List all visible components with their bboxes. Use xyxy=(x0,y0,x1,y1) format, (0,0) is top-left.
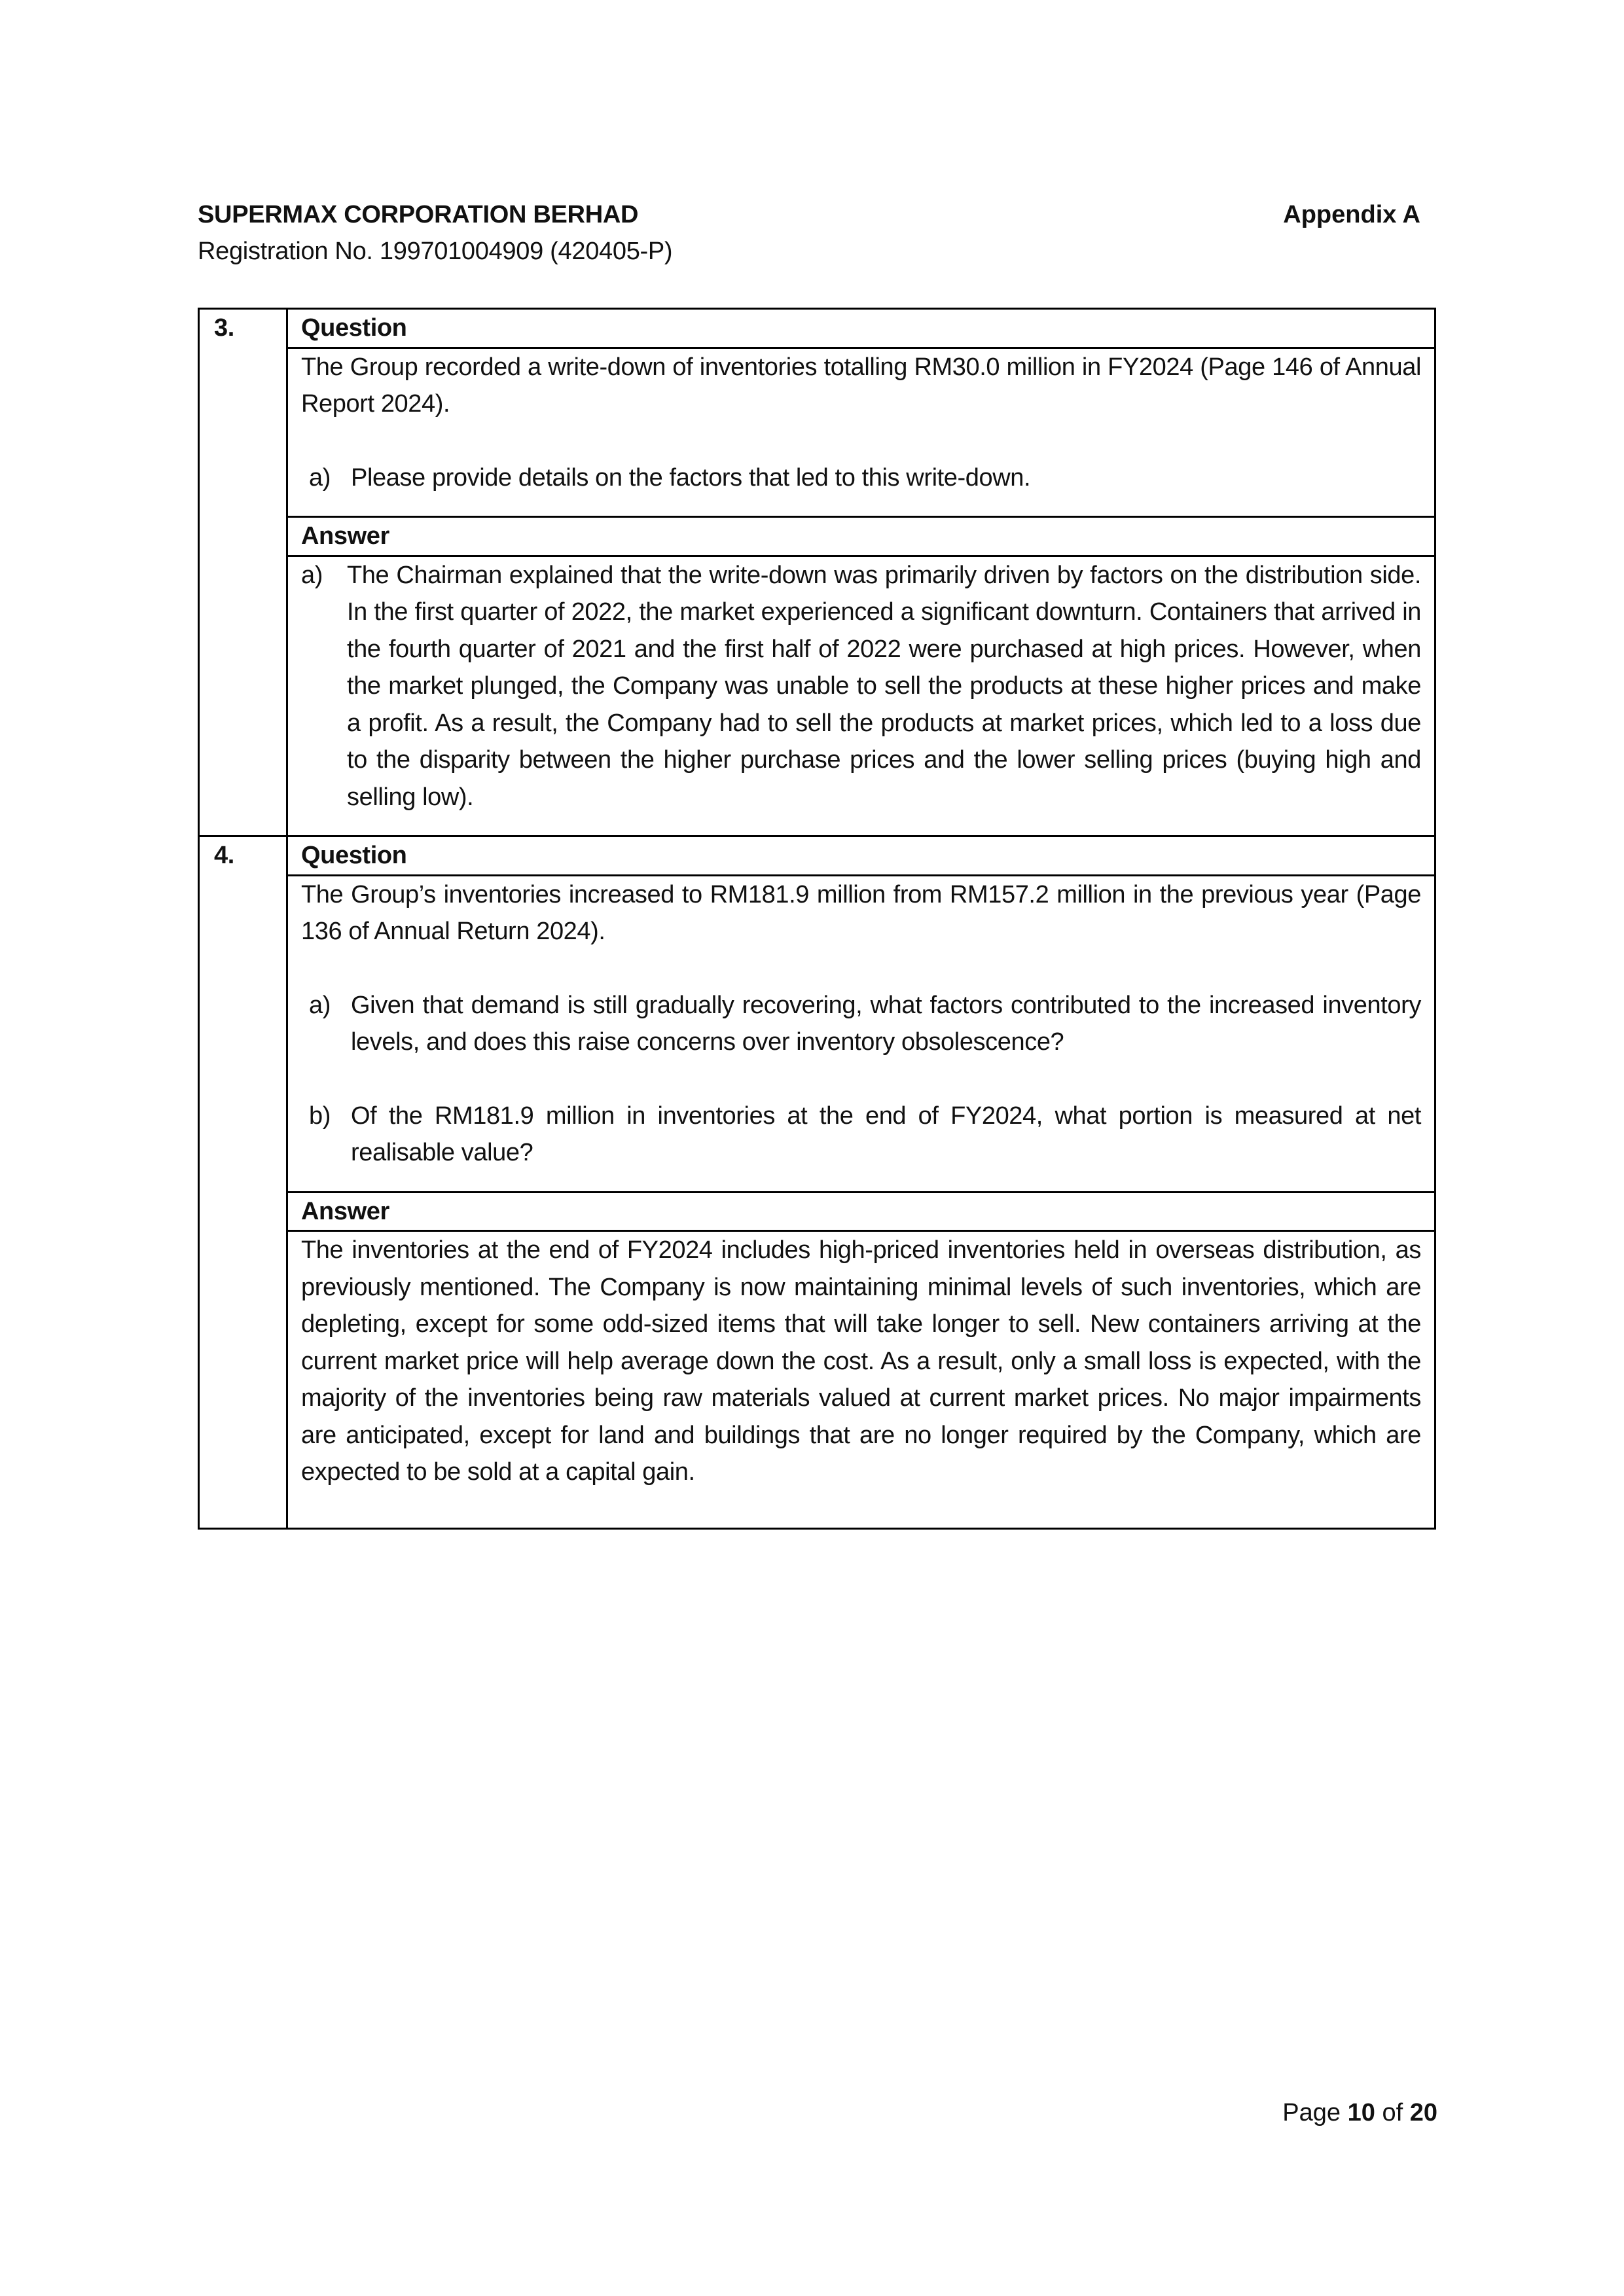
question-label-cell xyxy=(287,309,1435,348)
sub-question xyxy=(301,987,1421,1061)
page-current: 10 xyxy=(1347,2099,1375,2126)
company-name: SUPERMAX CORPORATION BERHAD xyxy=(198,201,639,228)
page-total: 20 xyxy=(1409,2099,1437,2126)
question-text: The Group recorded a write-down of inventories totalling RM30.0 million in FY2024 (Page 146 of Annual Report 2024). xyxy=(301,353,1421,418)
sub-question xyxy=(301,1098,1421,1172)
sub-question xyxy=(301,459,1421,497)
question-label-cell xyxy=(287,836,1435,876)
table-row xyxy=(199,309,1435,348)
table-row xyxy=(199,875,1435,1192)
question-cell xyxy=(287,348,1435,517)
answer-label-cell xyxy=(287,1192,1435,1231)
answer-text: The inventories at the end of FY2024 includes high-priced inventories held in overseas distribution, as previously mentioned. The Company is now maintaining minimal levels of such inventories, which are depleting, except for some odd-sized items that will take longer to sell. New containers arriving at the current market price will help average down the cost. As a result, only a small loss is expected, with the majority of the inventories being raw materials valued at current market prices. No major impairments are anticipated, except for land and buildings that are no longer required by the Company, which are expected to be sold at a capital gain. xyxy=(301,1236,1421,1486)
sub-question-marker: b) xyxy=(309,1102,331,1130)
answer-cell xyxy=(287,1231,1435,1529)
table-row xyxy=(199,1231,1435,1529)
table-row xyxy=(199,836,1435,876)
page-footer xyxy=(1282,2094,1437,2131)
qa-table xyxy=(198,308,1436,1530)
appendix-label: Appendix A xyxy=(1283,201,1420,228)
answer-cell xyxy=(287,556,1435,836)
question-label: Question xyxy=(301,314,407,342)
page-header xyxy=(198,196,1420,270)
sub-question-text: Of the RM181.9 million in inventories at the end of FY2024, what portion is measured at net realisable value? xyxy=(351,1102,1421,1166)
sub-question-marker: a) xyxy=(309,463,331,492)
page-prefix: Page xyxy=(1282,2099,1341,2126)
answer-label-cell xyxy=(287,517,1435,556)
answer-item xyxy=(301,557,1421,816)
question-label: Question xyxy=(301,842,407,869)
page-of: of xyxy=(1382,2099,1403,2126)
item-number: 4. xyxy=(199,836,287,1231)
sub-question-marker: a) xyxy=(309,991,331,1019)
answer-label: Answer xyxy=(301,1197,389,1225)
answer-marker: a) xyxy=(301,561,323,589)
table-row xyxy=(199,348,1435,517)
sub-question-text: Given that demand is still gradually recovering, what factors contributed to the increased inventory levels, and does this raise concerns over inventory obsolescence? xyxy=(351,991,1421,1056)
table-row xyxy=(199,556,1435,836)
item-number: 3. xyxy=(199,309,287,556)
sub-question-text: Please provide details on the factors that led to this write-down. xyxy=(351,463,1031,492)
registration-number: Registration No. 199701004909 (420405-P) xyxy=(198,238,673,265)
question-cell xyxy=(287,875,1435,1192)
answer-label: Answer xyxy=(301,522,389,550)
question-text: The Group’s inventories increased to RM181.9 million from RM157.2 million in the previous year (Page 136 of Annual Return 2024). xyxy=(301,880,1421,945)
table-row xyxy=(199,1192,1435,1231)
table-row xyxy=(199,517,1435,556)
answer-text: The Chairman explained that the write-down was primarily driven by factors on the distribution side. In the first quarter of 2022, the market experienced a significant downturn. Containers that arrived in the fourth quarter of 2021 and the first half of 2022 were purchased at high prices. However, when the market plunged, the Company was unable to sell the products at these higher prices and make a profit. As a result, the Company had to sell the products at market prices, which led to a loss due to the disparity between the higher purchase prices and the lower selling prices (buying high and selling low). xyxy=(347,561,1421,811)
